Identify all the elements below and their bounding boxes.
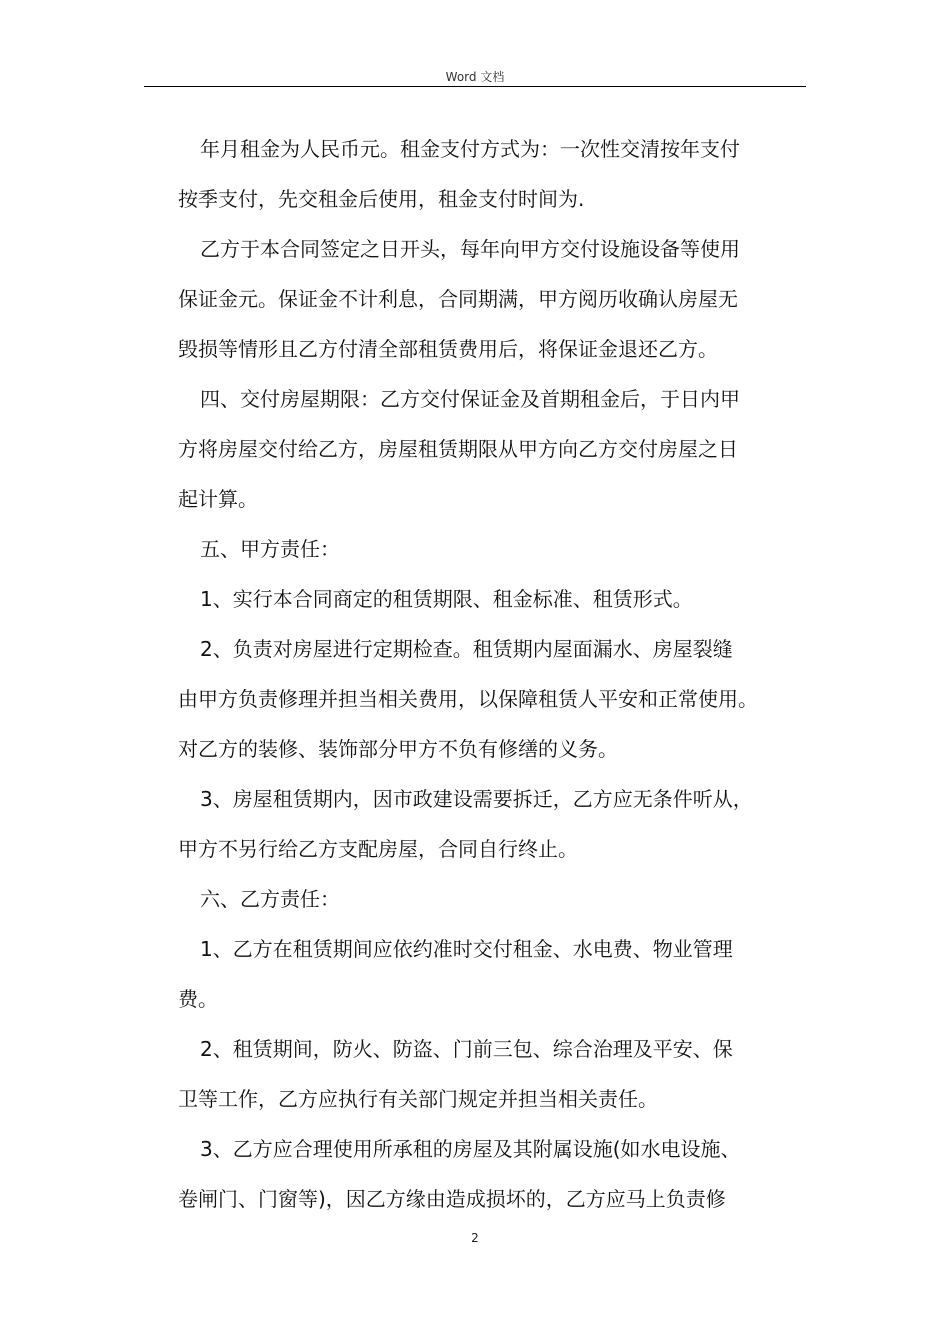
paragraph-line: 3、房屋租赁期内，因市政建设需要拆迁，乙方应无条件听从， <box>200 787 753 811</box>
header-rule <box>144 86 806 87</box>
section-heading: 六、乙方责任： <box>200 887 340 911</box>
paragraph-line: 毁损等情形且乙方付清全部租赁费用后，将保证金退还乙方。 <box>178 337 718 361</box>
paragraph-line: 甲方不另行给乙方支配房屋，合同自行终止。 <box>178 837 578 861</box>
paragraph-line: 卷闸门、门窗等)，因乙方缘由造成损坏的，乙方应马上负责修 <box>178 1187 726 1211</box>
paragraph-line: 年月租金为人民币元。租金支付方式为：一次性交清按年支付 <box>200 137 740 161</box>
paragraph-line: 1、实行本合同商定的租赁期限、租金标准、租赁形式。 <box>200 587 693 611</box>
paragraph-line: 乙方于本合同签定之日开头，每年向甲方交付设施设备等使用 <box>200 237 740 261</box>
paragraph-line: 3、乙方应合理使用所承租的房屋及其附属设施(如水电设施、 <box>200 1137 741 1161</box>
paragraph-line: 费。 <box>178 987 218 1011</box>
paragraph-line: 2、租赁期间，防火、防盗、门前三包、综合治理及平安、保 <box>200 1037 733 1061</box>
page-header: Word 文档 <box>445 70 505 84</box>
paragraph-line: 四、交付房屋期限：乙方交付保证金及首期租金后，于日内甲 <box>200 387 740 411</box>
paragraph-line: 保证金元。保证金不计利息，合同期满，甲方阅历收确认房屋无 <box>178 287 738 311</box>
section-heading: 五、甲方责任： <box>200 537 340 561</box>
page-number: 2 <box>471 1231 479 1245</box>
paragraph-line: 由甲方负责修理并担当相关费用，以保障租赁人平安和正常使用。 <box>178 687 758 711</box>
paragraph-line: 按季支付，先交租金后使用，租金支付时间为. <box>178 187 585 211</box>
paragraph-line: 起计算。 <box>178 487 258 511</box>
paragraph-line: 1、乙方在租赁期间应依约准时交付租金、水电费、物业管理 <box>200 937 733 961</box>
paragraph-line: 对乙方的装修、装饰部分甲方不负有修缮的义务。 <box>178 737 618 761</box>
paragraph-line: 卫等工作，乙方应执行有关部门规定并担当相关责任。 <box>178 1087 658 1111</box>
paragraph-line: 方将房屋交付给乙方，房屋租赁期限从甲方向乙方交付房屋之日 <box>178 437 738 461</box>
paragraph-line: 2、负责对房屋进行定期检查。租赁期内屋面漏水、房屋裂缝 <box>200 637 733 661</box>
document-body <box>178 124 818 1224</box>
